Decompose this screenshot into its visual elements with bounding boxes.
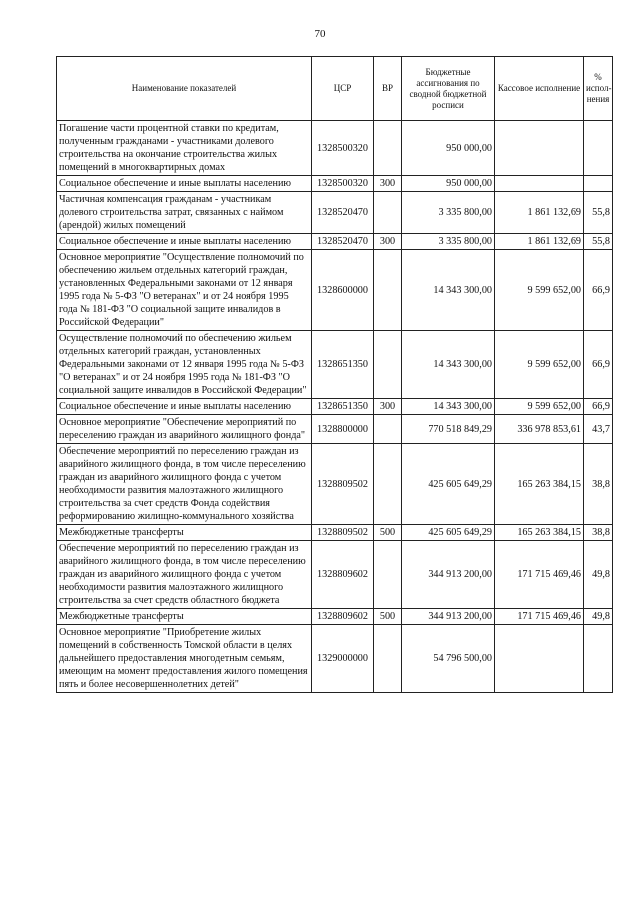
table-row (57, 415, 613, 444)
row-vr (374, 192, 402, 234)
page-number: 70 (314, 28, 326, 40)
row-name: Обеспечение мероприятий по переселению граждан из аварийного жилищного фонда, в том числе переселению граждан из аварийного жилищного фонда с учетом необходимости развития малоэтажного жилищного строительства за счет средств Фонда содействия реформированию жилищно-коммунального хозяйства (57, 444, 312, 525)
row-vr (374, 121, 402, 176)
row-name: Основное мероприятие "Обеспечение мероприятий по переселению граждан из аварийного жилищного фонда" (57, 415, 312, 444)
row-pct (584, 176, 613, 192)
header-csr: ЦСР (312, 57, 374, 121)
table-row (57, 121, 613, 176)
row-cash (495, 176, 584, 192)
row-name: Межбюджетные трансферты (57, 525, 312, 541)
table-header-row (57, 57, 613, 121)
row-name: Погашение части процентной ставки по кредитам, полученным гражданами - участниками долевого строительства на окончание строительства жилых помещений в многоквартирных домах (57, 121, 312, 176)
row-csr: 1328520470 (312, 192, 374, 234)
row-vr (374, 250, 402, 331)
table-row (57, 192, 613, 234)
row-vr: 500 (374, 609, 402, 625)
row-csr: 1328500320 (312, 121, 374, 176)
row-pct: 38,8 (584, 525, 613, 541)
row-cash: 165 263 384,15 (495, 525, 584, 541)
header-name: Наименование показателей (57, 57, 312, 121)
row-csr: 1328809602 (312, 609, 374, 625)
row-vr (374, 415, 402, 444)
row-pct (584, 121, 613, 176)
row-cash: 171 715 469,46 (495, 541, 584, 609)
row-csr: 1328520470 (312, 234, 374, 250)
row-name: Социальное обеспечение и иные выплаты населению (57, 234, 312, 250)
row-budget: 950 000,00 (402, 176, 495, 192)
table-row (57, 399, 613, 415)
row-cash: 336 978 853,61 (495, 415, 584, 444)
row-vr (374, 541, 402, 609)
header-pct: % испол-нения (584, 57, 613, 121)
row-pct: 55,8 (584, 192, 613, 234)
table-row (57, 331, 613, 399)
row-vr: 300 (374, 234, 402, 250)
row-name: Основное мероприятие "Осуществление полномочий по обеспечению жильем отдельных категорий граждан, установленных Федеральными законами от 12 января 1995 года № 5-ФЗ "О ветеранах" и от 24 ноября 1995 года № 181-ФЗ "О социальной защите инвалидов в Российской Федерации" (57, 250, 312, 331)
row-vr: 300 (374, 176, 402, 192)
row-csr: 1329000000 (312, 625, 374, 693)
table-row (57, 525, 613, 541)
table-row (57, 541, 613, 609)
header-vr: ВР (374, 57, 402, 121)
row-vr: 300 (374, 399, 402, 415)
row-cash: 9 599 652,00 (495, 331, 584, 399)
row-budget: 54 796 500,00 (402, 625, 495, 693)
table-row (57, 234, 613, 250)
row-csr: 1328600000 (312, 250, 374, 331)
row-csr: 1328651350 (312, 399, 374, 415)
row-cash (495, 625, 584, 693)
row-pct: 66,9 (584, 250, 613, 331)
row-pct: 66,9 (584, 399, 613, 415)
row-csr: 1328651350 (312, 331, 374, 399)
row-cash: 1 861 132,69 (495, 234, 584, 250)
row-vr (374, 444, 402, 525)
table-row (57, 176, 613, 192)
row-pct: 38,8 (584, 444, 613, 525)
header-cash: Кассовое исполнение (495, 57, 584, 121)
row-cash: 165 263 384,15 (495, 444, 584, 525)
row-budget: 770 518 849,29 (402, 415, 495, 444)
row-budget: 344 913 200,00 (402, 609, 495, 625)
row-csr: 1328809502 (312, 525, 374, 541)
row-pct (584, 625, 613, 693)
row-cash (495, 121, 584, 176)
row-budget: 425 605 649,29 (402, 525, 495, 541)
row-csr: 1328800000 (312, 415, 374, 444)
row-name: Обеспечение мероприятий по переселению граждан из аварийного жилищного фонда, в том числе переселению граждан из аварийного жилищного фонда с учетом необходимости развития малоэтажного жилищного строительства за счет средств областного бюджета (57, 541, 312, 609)
row-budget: 14 343 300,00 (402, 399, 495, 415)
row-csr: 1328500320 (312, 176, 374, 192)
row-budget: 3 335 800,00 (402, 234, 495, 250)
row-name: Осуществление полномочий по обеспечению жильем отдельных категорий граждан, установленных Федеральными законами от 12 января 1995 года № 5-ФЗ "О ветеранах" и от 24 ноября 1995 года № 181-ФЗ "О социальной защите инвалидов в Российской Федерации" (57, 331, 312, 399)
budget-execution-table (56, 56, 613, 693)
row-budget: 14 343 300,00 (402, 331, 495, 399)
row-cash: 9 599 652,00 (495, 399, 584, 415)
row-cash: 1 861 132,69 (495, 192, 584, 234)
row-name: Основное мероприятие "Приобретение жилых помещений в собственность Томской области в целях дальнейшего предоставления многодетным семьям, имеющим на момент предоставления жилого помещения пять и более несовершеннолетних детей" (57, 625, 312, 693)
row-name: Межбюджетные трансферты (57, 609, 312, 625)
row-vr (374, 331, 402, 399)
row-vr (374, 625, 402, 693)
row-budget: 425 605 649,29 (402, 444, 495, 525)
row-pct: 66,9 (584, 331, 613, 399)
row-csr: 1328809502 (312, 444, 374, 525)
table-row (57, 444, 613, 525)
table-row (57, 609, 613, 625)
row-cash: 171 715 469,46 (495, 609, 584, 625)
row-pct: 43,7 (584, 415, 613, 444)
row-cash: 9 599 652,00 (495, 250, 584, 331)
row-budget: 3 335 800,00 (402, 192, 495, 234)
row-budget: 950 000,00 (402, 121, 495, 176)
row-budget: 14 343 300,00 (402, 250, 495, 331)
table-row (57, 625, 613, 693)
row-name: Социальное обеспечение и иные выплаты населению (57, 399, 312, 415)
row-csr: 1328809602 (312, 541, 374, 609)
table-row (57, 250, 613, 331)
row-name: Частичная компенсация гражданам - участникам долевого строительства затрат, связанных с наймом (арендой) жилых помещений (57, 192, 312, 234)
row-vr: 500 (374, 525, 402, 541)
header-budget: Бюджетные ассигнования по сводной бюджетной росписи (402, 57, 495, 121)
row-budget: 344 913 200,00 (402, 541, 495, 609)
row-pct: 49,8 (584, 609, 613, 625)
row-pct: 49,8 (584, 541, 613, 609)
row-name: Социальное обеспечение и иные выплаты населению (57, 176, 312, 192)
row-pct: 55,8 (584, 234, 613, 250)
